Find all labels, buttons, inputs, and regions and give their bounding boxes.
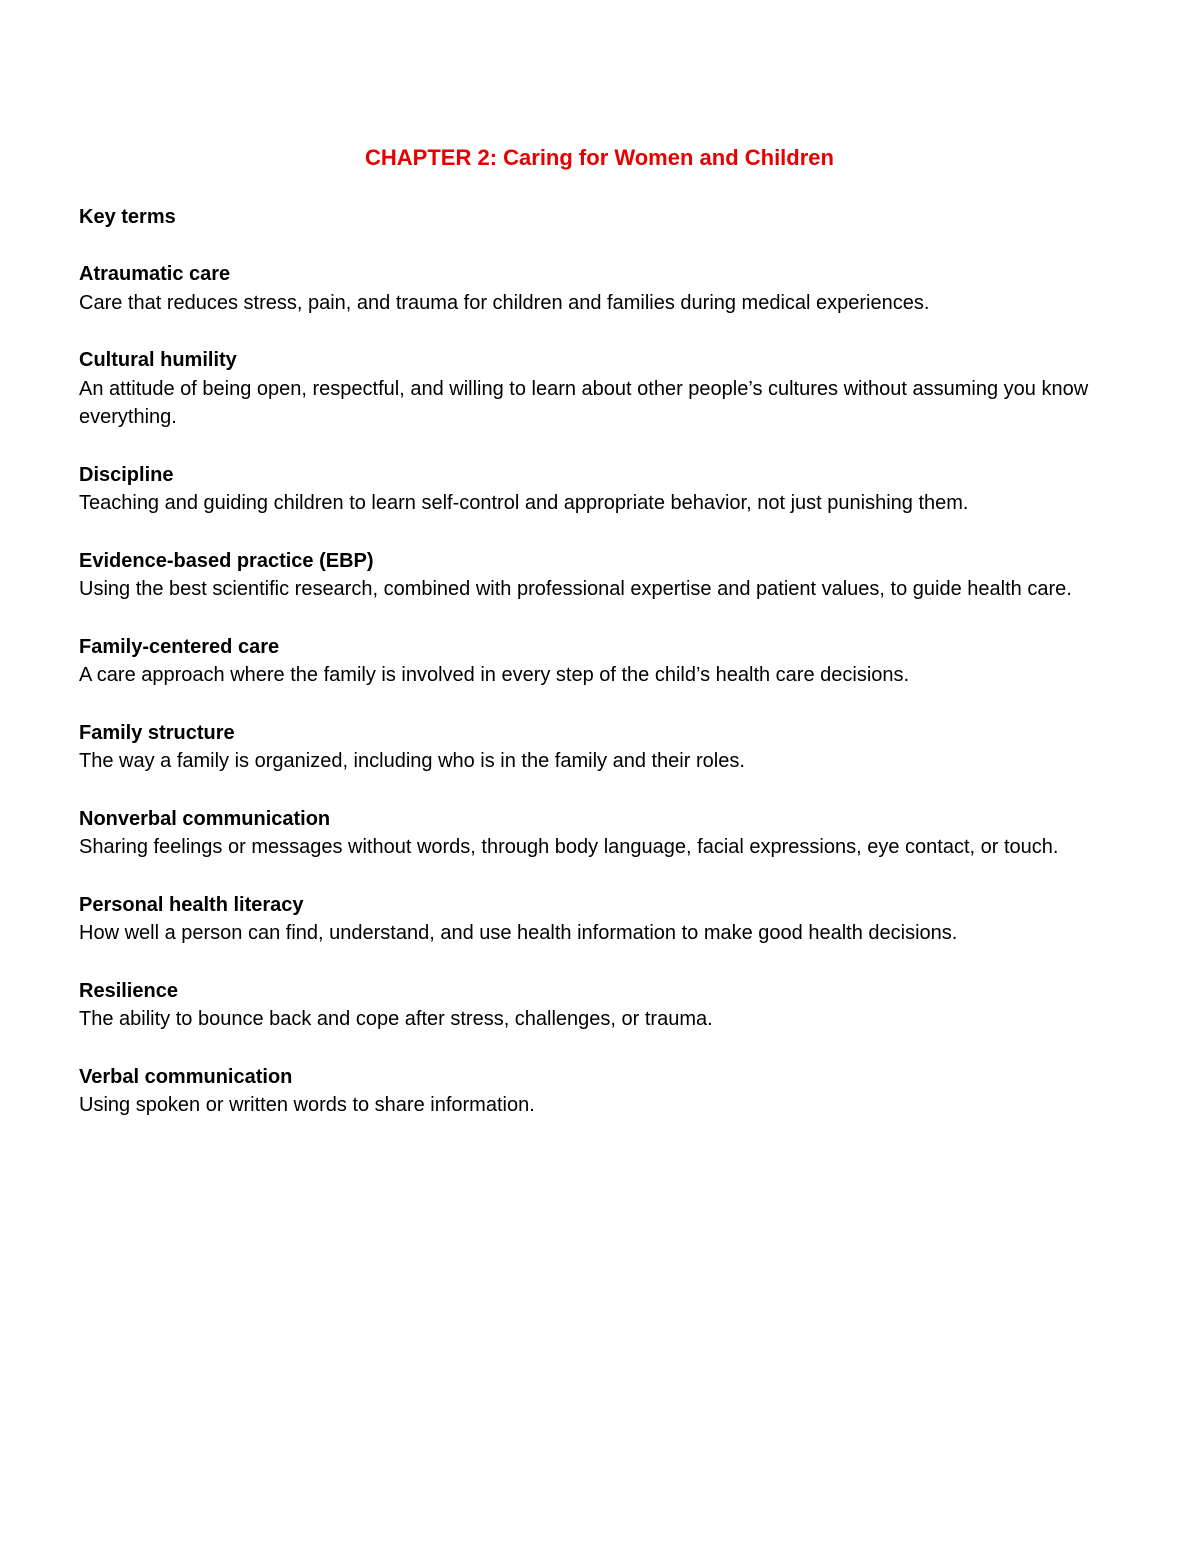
term-entry <box>79 719 1128 776</box>
term-entry <box>79 891 1128 948</box>
term-name: Atraumatic care <box>79 263 231 285</box>
key-terms-list <box>79 260 1128 1120</box>
term-definition: Sharing feelings or messages without words, through body language, facial expressions, eye contact, or touch. <box>79 836 1059 858</box>
term-entry <box>79 547 1128 604</box>
term-name: Discipline <box>79 463 174 486</box>
term-name: Resilience <box>79 979 178 1002</box>
term-definition: Using the best scientific research, combined with professional expertise and patient values, to guide health care. <box>79 578 1072 600</box>
term-definition: The way a family is organized, including who is in the family and their roles. <box>79 750 745 772</box>
term-name: Family-centered care <box>79 635 280 658</box>
term-name: Evidence-based practice (EBP) <box>79 549 374 572</box>
term-definition: Care that reduces stress, pain, and trauma for children and families during medical experiences. <box>79 291 930 314</box>
term-name: Verbal communication <box>79 1065 293 1088</box>
term-entry <box>79 1063 1128 1120</box>
term-name: Personal health literacy <box>79 893 304 916</box>
term-entry <box>79 977 1128 1034</box>
term-entry <box>79 461 1128 518</box>
chapter-title: CHAPTER 2: Caring for Women and Children <box>365 145 834 170</box>
term-definition: The ability to bounce back and cope after stress, challenges, or trauma. <box>79 1008 713 1030</box>
term-definition: Using spoken or written words to share information. <box>79 1094 535 1116</box>
term-definition: A care approach where the family is involved in every step of the child’s health care decisions. <box>79 664 910 686</box>
term-entry <box>79 633 1128 690</box>
term-name: Nonverbal communication <box>79 807 331 830</box>
term-entry <box>79 346 1128 432</box>
term-name: Cultural humility <box>79 349 237 371</box>
term-definition: An attitude of being open, respectful, and willing to learn about other people’s cultures without assuming you know everything. <box>79 377 1089 428</box>
term-name: Family structure <box>79 721 235 744</box>
term-entry <box>79 805 1128 862</box>
term-definition: How well a person can find, understand, and use health information to make good health decisions. <box>79 922 958 944</box>
term-definition: Teaching and guiding children to learn self-control and appropriate behavior, not just punishing them. <box>79 492 969 514</box>
term-entry <box>79 260 1128 317</box>
key-terms-heading: Key terms <box>79 206 176 228</box>
